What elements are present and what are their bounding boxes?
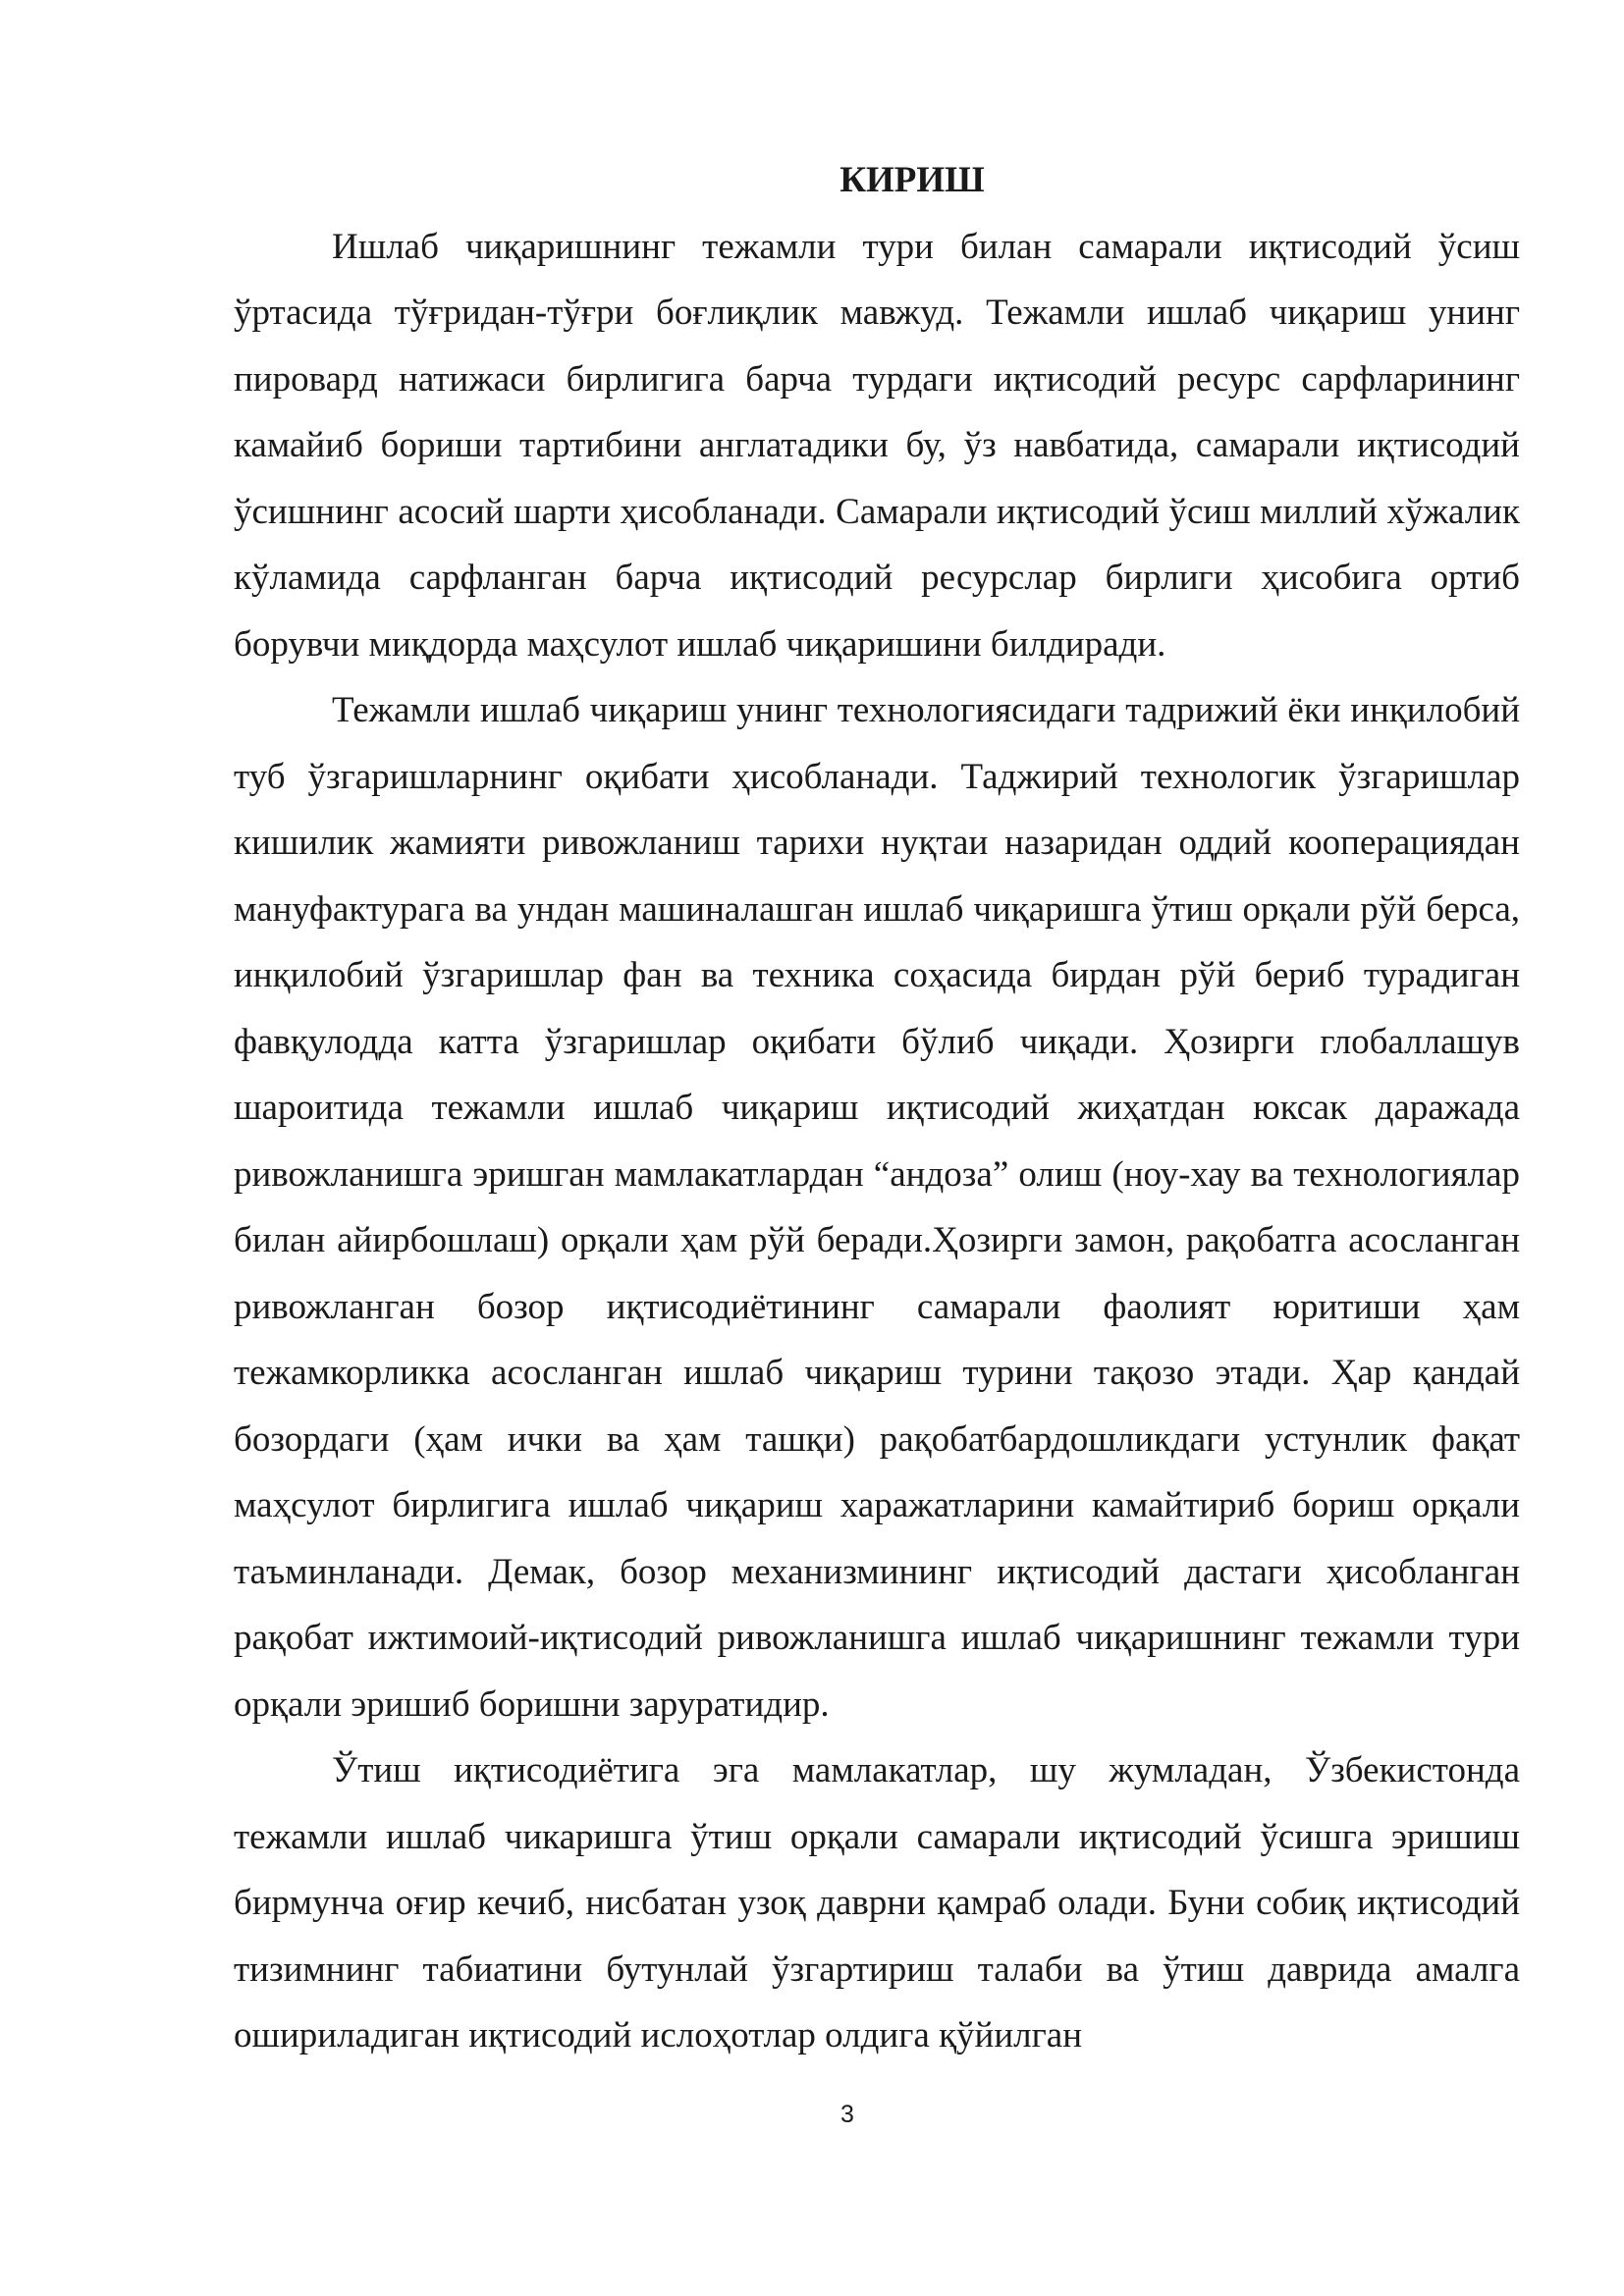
page-content — [234, 147, 1520, 2069]
page-number: 3 — [840, 2101, 854, 2128]
section-title: КИРИШ — [839, 160, 985, 200]
paragraph-3: Ўтиш иқтисодиётига эга мамлакатлар, шу жумладан, Ўзбекистонда тежамли ишлаб чикаришга ўтиш орқали самарали иқтисодий ўсишга эришиш бирмунча оғир кечиб, нисбатан узоқ даврни қамраб олади. Буни собиқ иқтисодий тизимнинг табиатини бутунлай ўзгартириш талаби ва ўтиш даврида амалга ошириладиган иқтисодий ислоҳотлар олдига қўйилган — [234, 1750, 1520, 2056]
paragraph-2: Тежамли ишлаб чиқариш унинг технологиясидаги тадрижий ёки инқилобий туб ўзгаришларнинг оқибати ҳисобланади. Таджирий технологик ўзгаришлар кишилик жамияти ривожланиш тарихи нуқтаи назаридан оддий кооперациядан мануфактурага ва ундан машиналашган ишлаб чиқаришга ўтиш орқали рўй берса, инқилобий ўзгаришлар фан ва техника соҳасида бирдан рўй бериб турадиган фавқулодда катта ўзгаришлар оқибати бўлиб чиқади. Ҳозирги глобаллашув шароитида тежамли ишлаб чиқариш иқтисодий жиҳатдан юксак даражада ривожланишга эришган мамлакатлардан “андоза” олиш (ноу-хау ва технологиялар билан айирбошлаш) орқали ҳам рўй беради.Ҳозирги замон, рақобатга асосланган ривожланган бозор иқтисодиётининг самарали фаолият юритиши ҳам тежамкорликка асосланган ишлаб чиқариш турини тақозо этади. Ҳар қандай бозордаги (ҳам ички ва ҳам ташқи) рақобатбардошликдаги устунлик фақат маҳсулот бирлигига ишлаб чиқариш харажатларини камайтириб бориш орқали таъминланади. Демак, бозор механизмининг иқтисодий дастаги ҳисобланган рақобат ижтимоий-иқтисодий ривожланишга ишлаб чиқаришнинг тежамли тури орқали эришиб боришни заруратидир. — [234, 690, 1520, 1725]
paragraph-1: Ишлаб чиқаришнинг тежамли тури билан самарали иқтисодий ўсиш ўртасида тўғридан-тўғри боғлиқлик мавжуд. Тежамли ишлаб чиқариш унинг пировард натижаси бирлигига барча турдаги иқтисодий ресурс сарфларининг камайиб бориши тартибини англатадики бу, ўз навбатида, самарали иқтисодий ўсишнинг асосий шарти ҳисобланади. Самарали иқтисодий ўсиш миллий хўжалик кўламида сарфланган барча иқтисодий ресурслар бирлиги ҳисобига ортиб борувчи миқдорда маҳсулот ишлаб чиқаришини билдиради. — [234, 226, 1520, 665]
